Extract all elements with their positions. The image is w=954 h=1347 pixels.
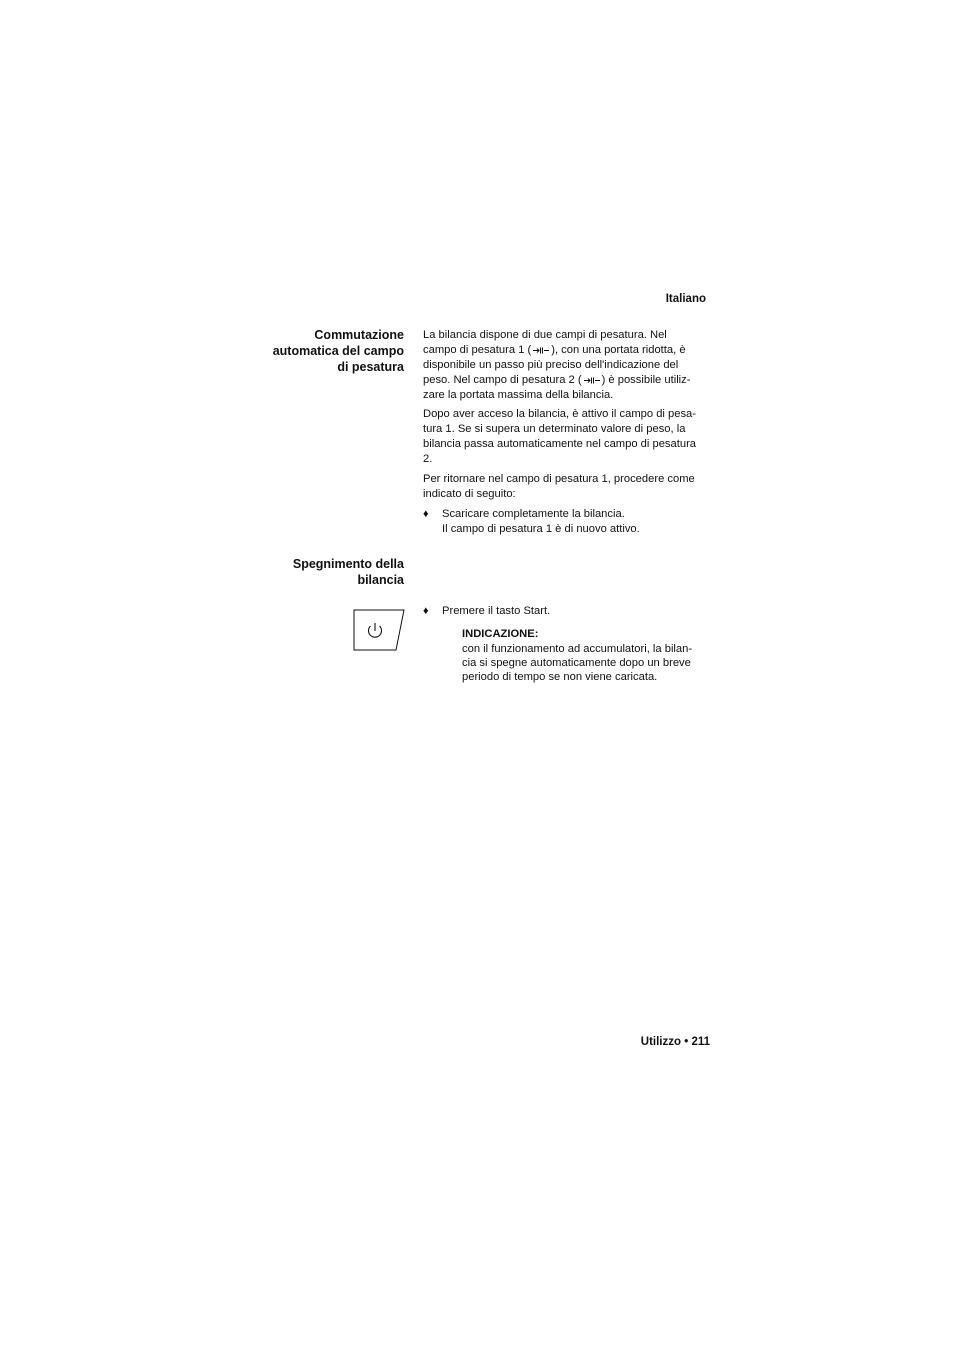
- text-fragment: ) è possibile utiliz-: [601, 374, 691, 386]
- power-key-icon: [353, 609, 405, 651]
- text-line: cia si spegne automaticamente dopo un breve: [462, 657, 691, 669]
- text-fragment: campo di pesatura 1 (: [423, 344, 532, 356]
- text-line: Scaricare completamente la bilancia.: [442, 508, 625, 520]
- heading-line: automatica del campo: [272, 344, 404, 358]
- section-heading-range-switch: [204, 327, 404, 375]
- note-title: INDICAZIONE:: [462, 628, 539, 640]
- weighing-range-icon: [532, 346, 550, 355]
- text-line: [423, 373, 715, 388]
- page-footer: Utilizzo • 211: [640, 1036, 710, 1048]
- text-line: Il campo di pesatura 1 è di nuovo attivo.: [442, 523, 640, 535]
- paragraph-return: [423, 472, 715, 502]
- text-line: tura 1. Se si supera un determinato valore di peso, la: [423, 423, 686, 435]
- text-line: 2.: [423, 453, 433, 465]
- bullet-diamond: ♦: [423, 508, 429, 520]
- heading-line: Spegnimento della: [292, 557, 404, 571]
- text-line: indicato di seguito:: [423, 488, 516, 500]
- text-line: bilancia passa automaticamente nel campo di pesatura: [423, 438, 697, 450]
- heading-line: bilancia: [357, 573, 404, 587]
- section-heading-power-off: [204, 556, 404, 588]
- text-line: disponibile un passo più preciso dell'indicazione del: [423, 359, 679, 371]
- weighing-range-icon: [583, 376, 601, 385]
- bullet-step-press-start: [442, 604, 712, 619]
- text-line: Dopo aver acceso la bilancia, è attivo il campo di pesa-: [423, 408, 696, 420]
- text-line: Premere il tasto Start.: [442, 605, 551, 617]
- text-line: La bilancia dispone di due campi di pesatura. Nel: [423, 329, 667, 341]
- text-line: [423, 343, 715, 358]
- text-line: con il funzionamento ad accumulatori, la bilan-: [462, 643, 693, 655]
- text-line: Per ritornare nel campo di pesatura 1, procedere come: [423, 473, 695, 485]
- text-line: zare la portata massima della bilancia.: [423, 389, 614, 401]
- paragraph-auto-switch: [423, 407, 715, 467]
- heading-line: Commutazione: [314, 328, 404, 342]
- language-label: Italiano: [665, 293, 706, 305]
- text-line: periodo di tempo se non viene caricata.: [462, 671, 658, 683]
- heading-line: di pesatura: [337, 360, 404, 374]
- text-fragment: ), con una portata ridotta, è: [551, 344, 686, 356]
- text-fragment: peso. Nel campo di pesatura 2 (: [423, 374, 582, 386]
- bullet-diamond: ♦: [423, 605, 429, 617]
- bullet-step-unload: [442, 507, 712, 537]
- paragraph-ranges: [423, 328, 715, 403]
- note-body: [462, 642, 712, 684]
